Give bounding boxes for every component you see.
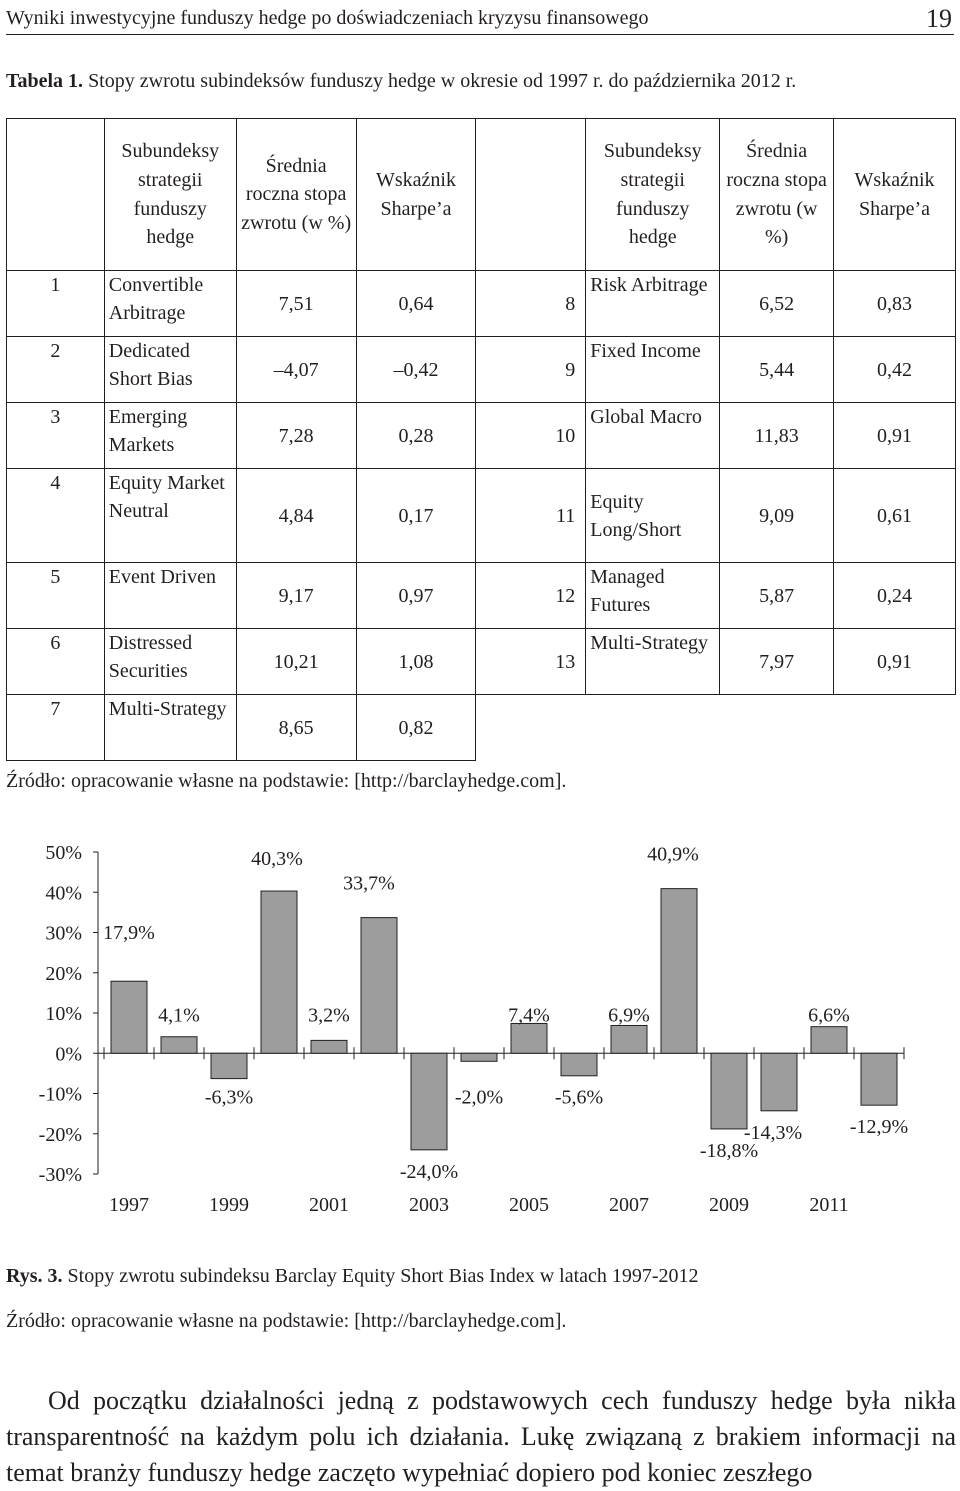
x-tick-label: 2003 bbox=[409, 1194, 449, 1216]
average-return: 11,83 bbox=[720, 403, 834, 469]
strategy-name: Emerging Markets bbox=[104, 403, 236, 469]
row-number: 6 bbox=[7, 629, 105, 695]
bar bbox=[761, 1053, 797, 1111]
row-number: 12 bbox=[476, 563, 586, 629]
sharpe-ratio: 0,82 bbox=[356, 695, 476, 761]
bar bbox=[661, 889, 697, 1054]
y-tick-label: 10% bbox=[45, 1003, 82, 1025]
bar bbox=[561, 1053, 597, 1076]
average-return: 8,65 bbox=[236, 695, 356, 761]
figure-caption-text: Stopy zwrotu subindeksu Barclay Equity Short Bias Index w latach 1997-2012 bbox=[62, 1265, 699, 1287]
bar bbox=[311, 1040, 347, 1053]
data-label: -6,3% bbox=[204, 1086, 254, 1109]
header-sharpe-right: Wskaźnik Sharpe’a bbox=[834, 119, 956, 271]
header-no-left bbox=[7, 119, 105, 271]
table-row bbox=[7, 469, 956, 563]
table-row bbox=[7, 695, 956, 761]
data-label: -12,9% bbox=[849, 1116, 909, 1139]
strategy-name: Dedicated Short Bias bbox=[104, 337, 236, 403]
x-tick-label: 2011 bbox=[809, 1194, 849, 1216]
sharpe-ratio: –0,42 bbox=[356, 337, 476, 403]
sharpe-ratio: 0,24 bbox=[834, 563, 956, 629]
strategy-name: Multi-Strategy bbox=[586, 629, 720, 695]
strategy-name: Distressed Securities bbox=[104, 629, 236, 695]
data-label: -18,8% bbox=[699, 1139, 759, 1162]
bar-chart bbox=[0, 830, 960, 1240]
sharpe-ratio: 0,97 bbox=[356, 563, 476, 629]
body-paragraph bbox=[6, 1383, 956, 1491]
sharpe-ratio: 0,17 bbox=[356, 469, 476, 563]
table-row bbox=[7, 563, 956, 629]
x-tick-label: 2001 bbox=[309, 1194, 349, 1216]
row-number: 8 bbox=[476, 271, 586, 337]
data-label: 40,3% bbox=[251, 848, 303, 871]
table-caption-text: Stopy zwrotu subindeksów funduszy hedge w okresie od 1997 r. do października 2012 r. bbox=[83, 70, 797, 92]
running-title: Wyniki inwestycyjne funduszy hedge po doświadczeniach kryzysu finansowego bbox=[6, 7, 649, 29]
x-tick-label: 1997 bbox=[109, 1194, 149, 1216]
data-label: 17,9% bbox=[103, 922, 155, 945]
strategy-name: Global Macro bbox=[586, 403, 720, 469]
page-number: 19 bbox=[926, 4, 952, 33]
header-no-right bbox=[476, 119, 586, 271]
sharpe-ratio: 0,91 bbox=[834, 629, 956, 695]
sharpe-ratio: 0,61 bbox=[834, 469, 956, 563]
bar bbox=[411, 1053, 447, 1150]
row-number: 5 bbox=[7, 563, 105, 629]
average-return: 7,97 bbox=[720, 629, 834, 695]
bar bbox=[261, 891, 297, 1053]
x-tick-label: 2005 bbox=[509, 1194, 549, 1216]
strategy-name: Equity Market Neutral bbox=[104, 469, 236, 563]
y-tick-label: 0% bbox=[55, 1043, 82, 1066]
average-return: 5,44 bbox=[720, 337, 834, 403]
header-sharpe-left: Wskaźnik Sharpe’a bbox=[356, 119, 476, 271]
average-return: 6,52 bbox=[720, 271, 834, 337]
average-return: 4,84 bbox=[236, 469, 356, 563]
figure-source: Źródło: opracowanie własne na podstawie: [http://barclayhedge.com]. bbox=[6, 1310, 567, 1332]
table-row bbox=[7, 403, 956, 469]
bar bbox=[611, 1025, 647, 1053]
row-number: 10 bbox=[476, 403, 586, 469]
data-label: 4,1% bbox=[158, 1004, 200, 1027]
bar bbox=[361, 918, 397, 1054]
y-tick-label: 30% bbox=[45, 922, 82, 945]
row-number: 7 bbox=[7, 695, 105, 761]
header-subindex-right: Subundeksy strategii funduszy hedge bbox=[586, 119, 720, 271]
data-label: -5,6% bbox=[554, 1086, 604, 1109]
header-subindex-left: Subundeksy strategii funduszy hedge bbox=[104, 119, 236, 271]
row-number: 1 bbox=[7, 271, 105, 337]
bar bbox=[711, 1053, 747, 1129]
sharpe-ratio: 0,83 bbox=[834, 271, 956, 337]
bar bbox=[511, 1023, 547, 1053]
table-row bbox=[7, 337, 956, 403]
table-source: Źródło: opracowanie własne na podstawie: [http://barclayhedge.com]. bbox=[6, 770, 567, 792]
strategy-name: Risk Arbitrage bbox=[586, 271, 720, 337]
data-label: -24,0% bbox=[399, 1160, 459, 1183]
data-label: 6,6% bbox=[808, 1004, 850, 1027]
table-row bbox=[7, 271, 956, 337]
y-tick-label: 40% bbox=[45, 882, 82, 905]
average-return: 10,21 bbox=[236, 629, 356, 695]
row-number: 13 bbox=[476, 629, 586, 695]
table-row bbox=[7, 629, 956, 695]
data-label: 3,2% bbox=[308, 1004, 350, 1027]
x-tick-label: 2007 bbox=[609, 1194, 649, 1216]
sharpe-ratio: 1,08 bbox=[356, 629, 476, 695]
strategy-name: Convertible Arbitrage bbox=[104, 271, 236, 337]
y-axis bbox=[39, 842, 98, 1186]
x-tick-label: 1999 bbox=[209, 1194, 249, 1216]
table-caption-label: Tabela 1. bbox=[6, 70, 84, 92]
figure-caption bbox=[6, 1265, 699, 1288]
bar bbox=[861, 1053, 897, 1105]
data-label: 6,9% bbox=[608, 1004, 650, 1027]
average-return: 7,51 bbox=[236, 271, 356, 337]
strategy-name: Fixed Income bbox=[586, 337, 720, 403]
data-label: -2,0% bbox=[454, 1086, 504, 1109]
header-return-right: Średnia roczna stopa zwrotu (w %) bbox=[720, 119, 834, 271]
average-return: 9,09 bbox=[720, 469, 834, 563]
row-number: 2 bbox=[7, 337, 105, 403]
header-return-left: Średnia roczna stopa zwrotu (w %) bbox=[236, 119, 356, 271]
bar-series bbox=[111, 889, 897, 1150]
bar bbox=[811, 1027, 847, 1054]
strategy-name: Multi-Strategy bbox=[104, 695, 236, 761]
strategy-name: Managed Futures bbox=[586, 563, 720, 629]
table-header-row bbox=[7, 119, 956, 271]
data-label: -14,3% bbox=[743, 1121, 803, 1144]
figure-caption-label: Rys. 3. bbox=[6, 1265, 63, 1287]
strategy-name: Equity Long/Short bbox=[586, 469, 720, 563]
data-label: 7,4% bbox=[508, 1004, 550, 1027]
sharpe-ratio: 0,64 bbox=[356, 271, 476, 337]
y-tick-label: -10% bbox=[38, 1083, 82, 1106]
sharpe-ratio: 0,42 bbox=[834, 337, 956, 403]
y-tick-label: -30% bbox=[38, 1164, 82, 1186]
row-number: 11 bbox=[476, 469, 586, 563]
row-number: 3 bbox=[7, 403, 105, 469]
x-tick-label: 2009 bbox=[709, 1194, 749, 1216]
bar bbox=[211, 1053, 247, 1078]
sharpe-ratio: 0,28 bbox=[356, 403, 476, 469]
data-label: 33,7% bbox=[343, 872, 395, 895]
average-return: 7,28 bbox=[236, 403, 356, 469]
body-text: Od początku działalności jedną z podstawowych cech funduszy hedge była nikła transparentność na każdym polu ich działania. Lukę związaną z brakiem informacji na temat branży funduszy hedge zaczęto wypełniać dopiero pod koniec zeszłego bbox=[6, 1386, 956, 1487]
y-tick-label: -20% bbox=[38, 1123, 82, 1146]
table-caption bbox=[6, 70, 796, 93]
data-labels bbox=[103, 844, 908, 1183]
running-header bbox=[6, 4, 954, 35]
average-return: 9,17 bbox=[236, 563, 356, 629]
bar bbox=[161, 1037, 197, 1054]
empty-cell bbox=[476, 695, 956, 761]
bar bbox=[461, 1053, 497, 1061]
sharpe-ratio: 0,91 bbox=[834, 403, 956, 469]
data-label: 40,9% bbox=[647, 843, 699, 866]
returns-table bbox=[6, 118, 956, 761]
row-number: 4 bbox=[7, 469, 105, 563]
strategy-name: Event Driven bbox=[104, 563, 236, 629]
row-number: 9 bbox=[476, 337, 586, 403]
y-tick-label: 20% bbox=[45, 962, 82, 985]
average-return: 5,87 bbox=[720, 563, 834, 629]
bar bbox=[111, 981, 147, 1053]
average-return: –4,07 bbox=[236, 337, 356, 403]
y-tick-label: 50% bbox=[45, 842, 82, 864]
